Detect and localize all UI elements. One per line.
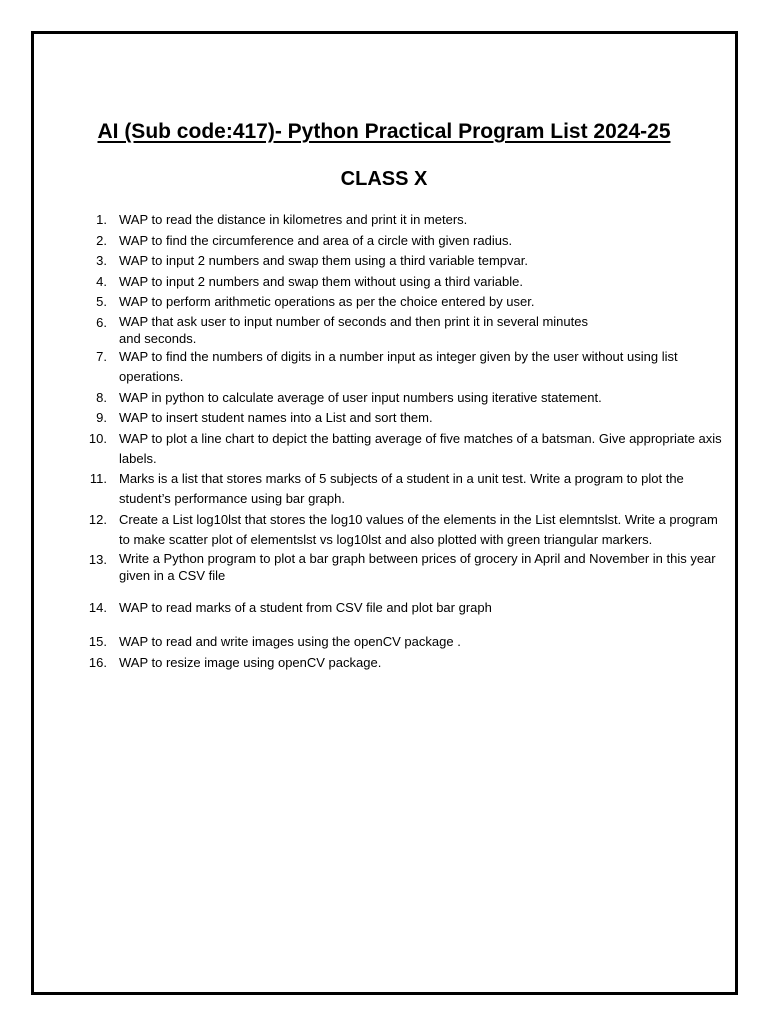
- item-text: WAP to read and write images using the openCV package .: [119, 634, 461, 649]
- item-number: 6.: [96, 314, 107, 330]
- item-text: WAP to find the numbers of digits in a number input as integer given by the user without using list operations.: [119, 349, 678, 384]
- list-item: [92, 272, 722, 292]
- item-text: WAP to find the circumference and area of a circle with given radius.: [119, 232, 513, 248]
- list-item: [89, 469, 722, 509]
- list-item: [88, 598, 722, 618]
- document-title: AI (Sub code:417)- Python Practical Program List 2024-25: [97, 120, 671, 143]
- item-text: Marks is a list that stores marks of 5 subjects of a student in a unit test. Write a program to plot the student’s performance using bar graph.: [119, 471, 684, 506]
- list-item: [92, 251, 722, 271]
- item-number: 16.: [88, 654, 107, 670]
- list-item: [92, 231, 722, 251]
- list-item: [92, 313, 722, 347]
- list-item: [92, 210, 722, 230]
- item-number: 7.: [96, 349, 107, 364]
- item-text: Create a List log10lst that stores the log10 values of the elements in the List elemntslst. Write a program to make scatter plot of elementslst vs log10lst and also plotted with green triangular markers.: [119, 511, 718, 547]
- item-text: WAP to input 2 numbers and swap them using a third variable tempvar.: [119, 253, 528, 268]
- item-number: 8.: [96, 389, 107, 405]
- item-number: 5.: [96, 294, 107, 309]
- list-item: [92, 408, 722, 428]
- item-number: 4.: [96, 273, 107, 289]
- item-text: WAP to perform arithmetic operations as per the choice entered by user.: [119, 294, 535, 309]
- item-number: 13.: [88, 552, 107, 567]
- item-number: 15.: [88, 634, 107, 649]
- item-text: WAP in python to calculate average of user input numbers using iterative statement.: [119, 389, 602, 405]
- item-text: WAP to plot a line chart to depict the batting average of five matches of a batsman. Give appropriate axis labels.: [119, 430, 722, 466]
- list-item: [88, 429, 722, 469]
- item-text: WAP to input 2 numbers and swap them without using a third variable.: [119, 273, 523, 289]
- list-item: [92, 292, 722, 312]
- class-heading: CLASS X: [340, 168, 428, 190]
- item-text: WAP to resize image using openCV package.: [119, 654, 382, 670]
- item-number: 1.: [96, 212, 107, 227]
- item-text: WAP to read marks of a student from CSV file and plot bar graph: [119, 600, 492, 615]
- item-number: 11.: [89, 471, 107, 486]
- item-text: WAP to read the distance in kilometres and print it in meters.: [119, 212, 468, 227]
- item-text: WAP that ask user to input number of seconds and then print it in several minutes and seconds.: [119, 313, 588, 346]
- item-number: 2.: [96, 232, 107, 248]
- list-item: [88, 632, 722, 652]
- item-text: Write a Python program to plot a bar graph between prices of grocery in April and November in this year given in a CSV file: [119, 551, 716, 583]
- list-item: [92, 347, 722, 387]
- list-item: [88, 550, 722, 584]
- item-text: WAP to insert student names into a List and sort them.: [119, 410, 433, 425]
- program-list: [88, 210, 722, 673]
- item-number: 9.: [96, 410, 107, 425]
- item-number: 12.: [88, 511, 107, 527]
- item-number: 10.: [88, 430, 107, 446]
- list-item: [92, 388, 722, 408]
- item-number: 3.: [96, 253, 107, 268]
- list-item: [88, 510, 722, 550]
- item-number: 14.: [88, 600, 107, 615]
- list-item: [88, 653, 722, 673]
